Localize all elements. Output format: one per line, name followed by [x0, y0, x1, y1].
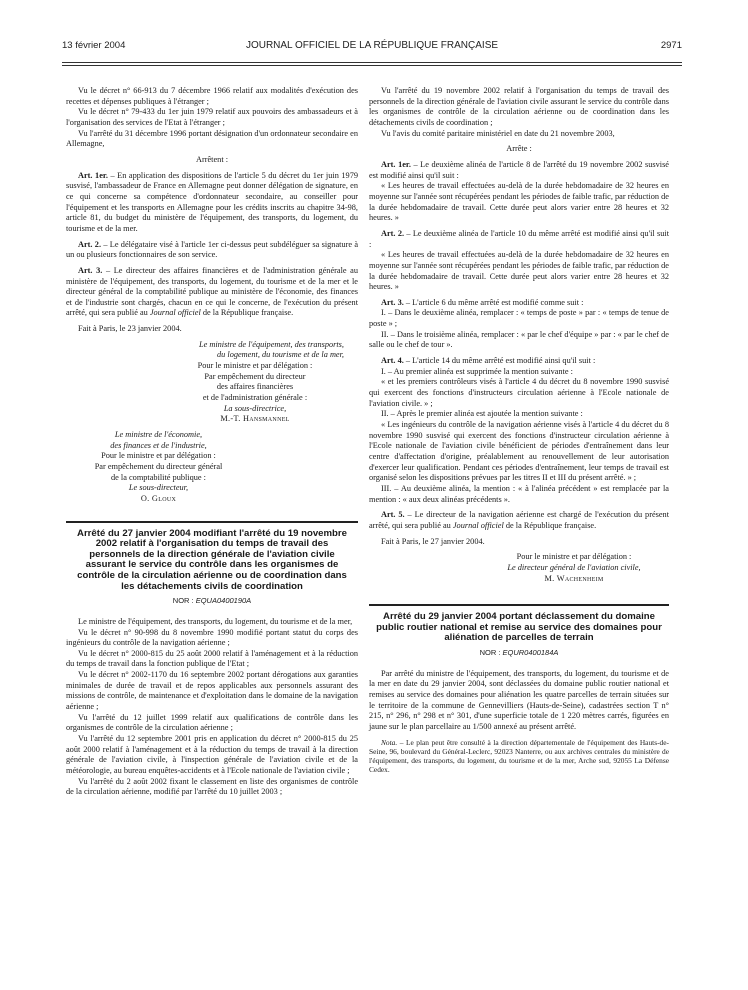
signature-block-aviation	[479, 552, 669, 584]
article-text: – L'article 6 du même arrêté est modifié comme suit :	[403, 297, 584, 307]
article-text: – Le deuxième alinéa de l'article 8 de l'arrêté du 19 novembre 2002 susvisé est modifié ainsi qu'il suit :	[369, 159, 669, 180]
header-date: 13 février 2004	[62, 40, 126, 51]
article-text: – Le délégataire visé à l'article 1er ci-dessus peut subdéléguer sa signature à un ou plusieurs fonctionnaires de son service.	[66, 239, 359, 260]
signature-line: Pour le ministre et par délégation :	[197, 361, 313, 371]
article-1	[369, 160, 669, 181]
article-item: III. – Au deuxième alinéa, la mention : « à l'alinéa précédent » est remplacée par la mention : « aux deux alinéas précédents ».	[369, 483, 669, 504]
article-label: Art. 4.	[381, 356, 404, 366]
signature-line: Le sous-directeur,	[128, 483, 189, 493]
signature-line: Pour le ministre et par délégation :	[101, 451, 216, 461]
nor-reference: NOR : EQUA0400190A	[172, 596, 252, 606]
article-text: – En application des dispositions de l'article 5 du décret du 1er juin 1979 susvisé, l'ambassadeur de France en Allemagne peut donner délégation de signature, en ce qui concerne sa compétence d'ordonnateur secondaire, au conseiller pour l'équipement et les transports en Allemagne pour les crédits inscrits au chapitre 34-98, article 81, du budget du ministère de l'équipement, des transports, du logement, du tourisme et de la mer.	[66, 170, 358, 233]
article-label: Art. 2.	[381, 228, 405, 238]
article-item: I. – Au premier alinéa est supprimée la mention suivante :	[381, 366, 573, 376]
article-quote: « Les heures de travail effectuées au-delà de la durée hebdomadaire de 32 heures en moyenne sur l'année sont récupérées pendant les périodes de faible trafic, par réduction de la durée hebdomadaire de travail. Cette durée peut alors varier entre 28 heures et 32 heures. »	[369, 181, 669, 223]
article-label: Art. 1er.	[78, 170, 108, 180]
article-label: Art. 2.	[78, 239, 102, 249]
article-item: « Les ingénieurs du contrôle de la navigation aérienne visés à l'article 4 du décret du 8 novembre 1990 susvisé qui exercent des fonctions d'instructeur circulation aérienne à l'Ecole nationale de l'aviation civile bénéficient de périodes d'entraînement dans leur centre d'affectation d'origine, préalablement au renouvellement de leur autorisation d'exercer leur qualification. Pendant ces périodes d'entraînement, leur temps de travail est organisé selon les dispositions prévues par les titres II et III du présent arrêté. » ;	[369, 420, 669, 483]
vu-paragraph: Vu l'avis du comité paritaire ministériel en date du 21 novembre 2003,	[381, 128, 615, 138]
article-3	[369, 298, 669, 309]
article-text: – Le directeur des affaires financières et de l'administration générale au ministère de l'équipement, des transports, du logement, du tourisme et de la mer et le directeur général de la comptabilité publique au ministère de l'économie, des finances et de l'industrie sont chargés, chacun en ce qui le concerne, de l'exécution du présent arrêté, qui sera publié au	[66, 265, 359, 318]
section-rule	[369, 604, 669, 606]
article-text: – Le deuxième alinéa de l'article 10 du même arrêté est modifié ainsi qu'il suit :	[369, 228, 669, 249]
signature-line: et de l'administration générale :	[202, 393, 308, 403]
arrete-body: Par arrêté du ministre de l'équipement, des transports, du logement, du tourisme et de la mer en date du 29 janvier 2004, sont déclassées du domaine public routier national et remises au service des domaines pour aliénation les quatre parcelles de terrain situées sur le territoire de la commune de Gennevilliers (Hauts-de-Seine), cadastrées section T n° 215, n° 296, n° 298 et n° 301, d'une superficie totale de 1 220 mètres carrés, figurées en jaune sur le plan parcellaire au 1/500 annexé au présent arrêté.	[369, 668, 669, 731]
article-label: Art. 3.	[78, 265, 103, 275]
signatory-name: O. Gloux	[140, 493, 177, 503]
signature-line: Le ministre de l'économie,	[114, 430, 203, 440]
arrete-heading: Arrête :	[506, 144, 532, 154]
header-rule-2	[62, 65, 682, 66]
vu-paragraph: Vu l'arrêté du 12 juillet 1999 relatif aux qualifications de contrôle dans les organismes de contrôle de la circulation aérienne ;	[66, 712, 358, 733]
article-item: II. – Après le premier alinéa est ajoutée la mention suivante :	[381, 409, 583, 419]
signatory-name: M. Wachenheim	[544, 573, 604, 583]
nor-reference: NOR : EQUR0400184A	[479, 648, 559, 657]
ministre-paragraph: Le ministre de l'équipement, des transports, du logement, du tourisme et de la mer,	[78, 616, 353, 626]
article-2	[369, 229, 669, 250]
vu-paragraph: Vu le décret n° 2002-1170 du 16 septembre 2002 portant dérogations aux garanties minimales de durée de travail et de repos applicables aux personnels assurant des missions de contrôle, de maintenance et d'exploitation dans le domaine de la navigation aérienne ;	[66, 670, 358, 712]
vu-paragraph: Vu le décret n° 90-998 du 8 novembre 1990 modifié portant statut du corps des ingénieurs du contrôle de la navigation aérienne ;	[66, 627, 358, 648]
signature-line: La sous-directrice,	[223, 403, 287, 413]
vu-paragraph: Vu le décret n° 66-913 du 7 décembre 1966 relatif aux modalités d'exécution des recettes et dépenses publiques à l'étranger ;	[66, 86, 358, 106]
right-column	[369, 86, 669, 774]
page-header	[62, 40, 682, 56]
nor-code: EQUA0400190A	[195, 596, 252, 606]
signature-line: Par empêchement du directeur	[204, 371, 306, 381]
signature-line: Par empêchement du directeur général	[94, 462, 223, 471]
signatory-name: M.-T. Hansmannel	[220, 414, 290, 424]
article-item: II. – Dans le troisième alinéa, remplacer : « par le chef d'équipe » par : « par le chef de salle ou le chef de tour ».	[369, 329, 669, 350]
vu-paragraph: Vu l'arrêté du 12 septembre 2001 pris en application du décret n° 2000-815 du 25 août 2000 relatif à l'aménagement et à la réduction du temps de travail à la direction générale de l'aviation civile, à l'inspection générale de l'aviation civile et de la météorologie, au bureau enquêtes-accidents et à l'Ecole nationale de l'aviation civile ;	[66, 734, 358, 776]
article-label: Art. 3.	[381, 297, 404, 307]
left-column	[66, 86, 358, 798]
nota-text: – Le plan peut être consulté à la direction départementale de l'équipement des Hauts-de-Seine, 96, boulevard du Général-Leclerc, 92023 Nanterre, ou aux archives centrales du ministère de l'équipement, des transports, du logement, du tourisme et de la mer, Arche sud, 92055 La Défense Cedex.	[369, 737, 669, 775]
article-text: – Le directeur de la navigation aérienne est chargé de l'exécution du présent arrêté, qui sera publié au	[369, 510, 669, 530]
article-2	[66, 240, 358, 261]
vu-paragraph: Vu l'arrêté du 31 décembre 1996 portant désignation d'un ordonnateur secondaire en Allemagne,	[66, 128, 358, 149]
vu-paragraph: Vu l'arrêté du 19 novembre 2002 relatif à l'organisation du temps de travail des personnels de la direction générale de l'aviation civile assurant le service du contrôle dans les organismes de contrôle de la circulation aérienne ou de coordination dans les détachements civils de coordination ;	[369, 86, 669, 127]
signature-line: de la comptabilité publique :	[111, 472, 206, 482]
vu-paragraph: Vu l'arrêté du 2 août 2002 fixant le classement en liste des organismes de contrôle de la circulation aérienne, modifié par l'arrêté du 10 juillet 2003 ;	[66, 776, 358, 797]
signature-block-equipement	[66, 340, 358, 425]
header-rule	[62, 62, 682, 63]
nota	[369, 738, 669, 775]
arrete-title: Arrêté du 27 janvier 2004 modifiant l'arrêté du 19 novembre 2002 relatif à l'organisation du temps de travail des personnels de la direction générale de l'aviation civile assurant le service du contrôle dans les organismes de contrôle de la circulation aérienne ou de coordination dans les détachements civils de coordination	[77, 527, 347, 592]
article-text-end: de la République française.	[503, 520, 597, 530]
fait-a-paris: Fait à Paris, le 23 janvier 2004.	[78, 324, 182, 334]
signature-line: des affaires financières	[216, 382, 294, 392]
arretent-heading: Arrêtent :	[195, 154, 229, 164]
article-item: I. – Dans le deuxième alinéa, remplacer : « temps de poste » par : « temps de tenue de poste » ;	[369, 308, 669, 329]
journal-officiel-ref: Journal officiel	[452, 520, 504, 530]
signature-line: Pour le ministre et par délégation :	[516, 552, 632, 562]
header-page-number: 2971	[660, 40, 682, 51]
article-label: Art. 5.	[381, 510, 405, 520]
article-4	[369, 356, 669, 367]
arrete-title: Arrêté du 29 janvier 2004 portant déclassement du domaine public routier national et remise au service des domaines pour aliénation de parcelles de terrain	[376, 611, 662, 644]
article-5	[369, 510, 669, 531]
fait-a-paris: Fait à Paris, le 27 janvier 2004.	[381, 536, 485, 546]
vu-paragraph: Vu le décret n° 79-433 du 1er juin 1979 relatif aux pouvoirs des ambassadeurs et à l'organisation des services de l'Etat à l'étranger ;	[66, 107, 358, 127]
header-journal-title: JOURNAL OFFICIEL DE LA RÉPUBLIQUE FRANÇAISE	[245, 40, 499, 51]
vu-paragraph: Vu le décret n° 2000-815 du 25 août 2000 relatif à l'aménagement et à la réduction du temps de travail dans la fonction publique de l'Etat ;	[66, 648, 358, 669]
article-item: « et les premiers contrôleurs visés à l'article 4 du décret du 8 novembre 1990 susvisé qui exercent des fonctions d'instructeurs circulation aérienne à l'Ecole nationale de l'aviation civile. » ;	[369, 377, 669, 408]
article-label: Art. 1er.	[381, 159, 411, 169]
signature-block-economie	[66, 430, 251, 505]
nor-code: EQUR0400184A	[502, 648, 559, 657]
section-rule	[66, 521, 358, 523]
article-text-end: de la République française.	[200, 308, 294, 318]
signature-line: Le directeur général de l'aviation civile,	[507, 562, 641, 572]
journal-officiel-ref: Journal officiel	[149, 308, 201, 318]
article-1	[66, 171, 358, 235]
nota-label: Nota.	[381, 737, 398, 747]
article-text: – L'article 14 du même arrêté est modifié ainsi qu'il suit :	[403, 356, 596, 366]
signature-line: du logement, du tourisme et de la mer,	[217, 350, 344, 360]
article-3	[66, 266, 358, 319]
signature-line: Le ministre de l'équipement, des transports,	[198, 339, 344, 349]
article-quote: « Les heures de travail effectuées au-delà de la durée hebdomadaire de 32 heures en moyenne sur l'année sont récupérées pendant les périodes de faible trafic, par réduction de la durée hebdomadaire de travail. Cette durée peut alors varier entre 28 heures et 32 heures. »	[369, 250, 669, 292]
signature-line: des finances et de l'industrie,	[110, 440, 207, 450]
